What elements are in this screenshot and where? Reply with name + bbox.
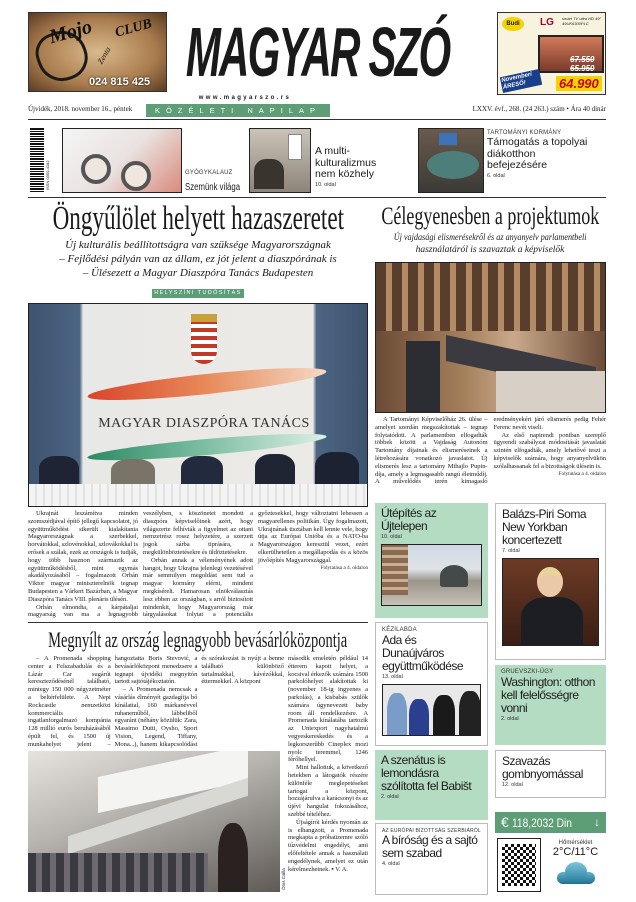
teaser-title: Szemünk világa xyxy=(185,182,241,193)
weather xyxy=(545,840,606,884)
second-subtitle xyxy=(374,232,606,256)
box-page: 13. oldal xyxy=(382,674,403,680)
lead-sub-line: – Ülésezett a Magyar Diaszpóra Tanács Budapesten xyxy=(82,267,314,279)
coat-of-arms-icon xyxy=(191,314,217,364)
tagline-bar: KÖZÉLETI NAPILAP xyxy=(146,104,330,117)
paragraph: Orbán elmondta, a kárpátaljai magyarság van ma a legnagyobb veszélyben, s köszönetet mondott a diaszpóra képviselőinek azért, hogy világszerte felhívták a figyelmet az ottani nemzetrész rossz helyzetére, a szerzett jogok sárba tiprására, a megkülönböztetésekre és üldöztetésekre. xyxy=(28,510,253,619)
box-kicker: GRUEVSZKI-ÜGY xyxy=(501,669,554,675)
continued-link[interactable]: Folytatása a 4. oldalon xyxy=(558,470,606,477)
box-title: Szavazás gombnyomással xyxy=(502,754,583,781)
paragraph: A Tartományi Képviselőház 26. ülése – amelyet szerdán megszakítottak – tegnap folytatódott. A parlamentben elfogadták többek között a Vajdaság Autonóm Tartomány díjainak és elismeréseinek a létrehozására vonatkozó javaslatot. Új elismerés lesz a tartomány Mihajlo Pupin-díja, amely a legmagasabb rangú életműdíj. A művelődés terén kimagasló eredményekért járó elismerés pedig Fehér Ferenc nevét viseli. xyxy=(375,416,606,486)
paragraph: – A Promenada shopping center a Felszabadulás és a Lázár Car sugárút kereszteződésénél található, mintegy 150 000 négyzetméter a beltérfelülete. A Nepi Rockcastle nemzetközi kommerciális ingatlanforgalmazó kompánia 128 millió eurós beruházásából épült fel, és 1500 új munkahelyet jelent – hangoztatta Boris Stevović, a bevásárlóközpont menedzsere a tegnapi újvidéki megnyitón tartott sajtótájékoztatón. xyxy=(28,655,198,748)
box-washington[interactable] xyxy=(495,665,606,745)
road-photo xyxy=(381,544,482,606)
lead-sub-line: – Fejlődési pályán van az állam, ez jót jelent a diaszpórának is xyxy=(59,253,337,265)
box-page: 2. oldal xyxy=(381,794,399,800)
ad-brand-lg: LG xyxy=(540,17,554,28)
box-page: 4. oldal xyxy=(382,861,400,867)
teaser-title: Támogatás a topolyai diákotthon befejezésére xyxy=(487,136,588,171)
paragraph: Mint hallottuk, a következő hetekben a látogatók részére különféle meglepetéseket tartogat a központ, hozzájárulva a karácsonyi és az újévi hangulat fokozásához, szebbé tételéhez. xyxy=(288,764,368,818)
paragraph: Ukrajnát leszámítva minden szomszédjával építő jellegű kapcsolatot, jó együttműködést sikerült kialakítania Magyarországnak a szerbekkel, horvátokkal, szlovénokkal, szlovákokkal is erősek a szálak, ezek az országok is tudják, hogy több hasznon származik az együttműködésből, mint egymás akadályozásából – fogalmazott Orbán Viktor magyar miniszterelnök tegnap Budapesten a Várkert Bazárban, a Magyar Diaszpóra Tanács VIII. plenáris ülésén. xyxy=(28,510,138,603)
paragraph: második emeletén például 14 étterem kapott helyet, a kocsival érkezők számára 1500 parkolóhelyet alakítottak ki (november 18-ig ingyenes a parkolás), a kisbabás szülők számára úgynevezett baby room áll rendelkezésre. A Promenada kínálatába tartozik az Uniexport nagyhatalmú vegyeskereskedés és a legkorszerűbb Cineplex mozi nyolc teremmel, 1246 férőhellyel. xyxy=(288,655,368,764)
box-ada[interactable] xyxy=(375,622,488,746)
box-page: 12. oldal xyxy=(502,782,523,788)
box-szavazas[interactable] xyxy=(495,750,606,798)
paragraph: Újságírói kérdés nyomán az is elhangzott, a Promenada megkapta a próbaüzemre szóló tűzvédelmi engedélyt, ami előfeltétele annak a használati engedélynek, amelyet ez után kérelmezhetnek. ▪ V. A. xyxy=(288,818,368,873)
teaser-kicker: TARTOMÁNYI KORMÁNY xyxy=(487,130,562,136)
ad-club: CLUB xyxy=(113,16,154,41)
teaser-page: 6. oldal xyxy=(487,172,505,179)
box-kicker: AZ EURÓPAI BIZOTTSÁG SZERBIÁRÓL xyxy=(382,828,481,834)
lead-headline[interactable]: Öngyűlölet helyett hazaszeretet xyxy=(52,200,344,237)
euro-icon: € xyxy=(501,814,509,830)
second-headline[interactable]: Célegyenesben a projektumok xyxy=(381,203,599,230)
ad-lg-tv[interactable] xyxy=(497,12,606,95)
mall-body-b xyxy=(288,655,368,897)
ad-mojo-club[interactable] xyxy=(28,12,167,92)
weather-label: Hőmérséklet xyxy=(558,840,593,846)
teaser-title: A multi-kulturalizmus nem közhely xyxy=(315,145,377,180)
mall-headline[interactable]: Megnyílt az ország legnagyobb bevásárlóközpontja xyxy=(48,627,348,652)
ad-phone: 024 815 425 xyxy=(89,76,151,88)
box-szenatus[interactable] xyxy=(375,750,488,820)
ad-town: Zenta xyxy=(95,45,113,66)
ad-promo: Novemberi ÁRESŐ! xyxy=(500,69,542,93)
barcode xyxy=(30,128,44,192)
box-balazs[interactable] xyxy=(495,503,606,660)
teaser-title-wrap xyxy=(185,177,245,193)
teaser-page: 10. oldal xyxy=(315,181,336,188)
issue-info: LXXV. évf., 268. (24 263.) szám • Ára 40 dinár xyxy=(472,105,606,113)
photo-banner-text: MAGYAR DIASZPÓRA TANÁCS xyxy=(98,416,310,431)
ad-store: Budi xyxy=(502,17,524,31)
box-page: 2. oldal xyxy=(501,716,519,722)
masthead-url[interactable]: www.magyarszo.rs xyxy=(198,95,292,101)
second-sub-line: használatáról is szavaztak a képviselők xyxy=(415,245,565,255)
qr-code[interactable] xyxy=(497,838,541,892)
teaser-multikulti[interactable] xyxy=(315,146,410,189)
pianist-photo xyxy=(502,558,599,646)
paragraph: Orbán annak a véleményének adott hangot, hogy Ukrajna jelenlegi vezetésével már semmilyen megoldást sem tud a magyar kormány elérni, mindent megkísérelt. Hamarosan elnökválasztás lesz ebben az országban, s arról biztosított mindenkit, hogy Magyarország már tárgyalásokat folytat a potenciális győztesekkel, hogy változtatni lehessen a magyarellenes politikán. Úgy fogalmazott, Ukrajnának tisztában kell lennie vele, hogy útja az Európai Unióba és a NATO-ba Magyarországon keresztül vezet, ezért elkerülhetetlen a megállapodás és a közös jövőépítés Magyarországgal. xyxy=(143,510,368,619)
teaser-photo-glasses[interactable] xyxy=(62,128,182,193)
continued-link[interactable]: Folytatása a 4. oldalon xyxy=(320,564,368,571)
teaser-eyes[interactable] xyxy=(185,170,245,193)
box-title: A bíróság és a sajtó sem szabad xyxy=(382,833,478,860)
date: Újvidék, 2018. november 16., péntek xyxy=(28,105,133,113)
temperature: 2°C/11°C xyxy=(552,846,599,858)
divider xyxy=(28,622,368,623)
divider xyxy=(28,119,606,120)
section-label: HELYSZÍNI TUDÓSÍTÁS xyxy=(152,289,244,298)
box-title: Washington: otthon kell felelősségre vonni xyxy=(501,675,595,715)
paragraph: – A Promenada nemcsak a vásárlás élményét gazdagítja bő kínálattal, 160 márkanévvel ruhaneműből, lábbeliből egyaránt (néhány közülük: Zara, Massimo Dutti, Oysho, Sport Vision, Legend, Tiffany, Mona...), hanem kikapcsolódást és szórakozást is nyújt a benne található különböző tartalmakkal, kávézókkal, éttermekkel. A központ xyxy=(114,655,284,748)
second-sub-line: Új vajdasági elismerésekről és az anyanyelv parlamentbeli xyxy=(393,233,587,243)
masthead-title: MAGYAR SZÓ xyxy=(186,13,450,91)
teaser-diakotthon[interactable] xyxy=(487,130,606,180)
box-title: A szenátus is lemondásra szólította fel Babišt xyxy=(381,753,472,793)
divider xyxy=(28,197,606,198)
box-birosag[interactable] xyxy=(375,823,488,895)
lead-body xyxy=(28,510,368,621)
handball-photo xyxy=(382,684,481,736)
second-sub-wrap xyxy=(374,232,606,244)
box-utepites[interactable] xyxy=(375,503,488,618)
teaser-photo-conference[interactable] xyxy=(249,128,311,193)
ad-price-old1: 67.550 xyxy=(570,55,595,64)
box-title: Útépítés az Újtelepen xyxy=(381,506,437,533)
ad-price-old2: 65.950 xyxy=(570,64,595,73)
mall-body-a xyxy=(28,655,284,749)
exchange-rate-bar xyxy=(495,812,606,833)
cloud-icon xyxy=(557,862,595,884)
teaser-photo-government[interactable] xyxy=(418,128,484,193)
paragraph: Az első napirendi pontban szereplő ügyrendi szabályzat módosítását javaslatát szintén elfogadták, amely lehetővé teszi a képviselők számára, hogy anyanyelvükön szólalhassanak fel a bizottságok ülésein is. xyxy=(493,431,606,470)
ad-price-new: 64.990 xyxy=(556,76,602,91)
box-page: 10. oldal xyxy=(381,534,402,540)
box-title: Ada és Dunaújváros együttműködése xyxy=(382,633,464,673)
lead-photo[interactable] xyxy=(28,303,368,507)
box-kicker: KÉZILABDA xyxy=(382,627,417,633)
ad-product: smart TV ultra HD 49" 49UK6300PLC xyxy=(562,16,601,26)
lead-subtitle xyxy=(28,238,368,280)
mall-photo[interactable] xyxy=(28,751,280,892)
ad-brand: Mojo xyxy=(46,15,95,49)
teaser-kicker: GYÓGYKALAUZ xyxy=(185,170,233,176)
arrow-down-icon: ↓ xyxy=(594,815,600,829)
box-page: 7. oldal xyxy=(502,548,520,554)
lead-sub-line: Új kulturális beállítottságra van szüksége Magyarországnak xyxy=(65,239,331,251)
second-photo[interactable] xyxy=(375,262,606,413)
second-body xyxy=(375,416,606,501)
box-title: Balázs-Piri Soma New Yorkban koncertezett xyxy=(502,507,587,547)
exchange-rate: 118,2032 Din xyxy=(512,816,573,830)
photo-credit: Ótos Csilla xyxy=(281,868,286,890)
issn: ISSN 0350-4182 xyxy=(45,160,50,190)
